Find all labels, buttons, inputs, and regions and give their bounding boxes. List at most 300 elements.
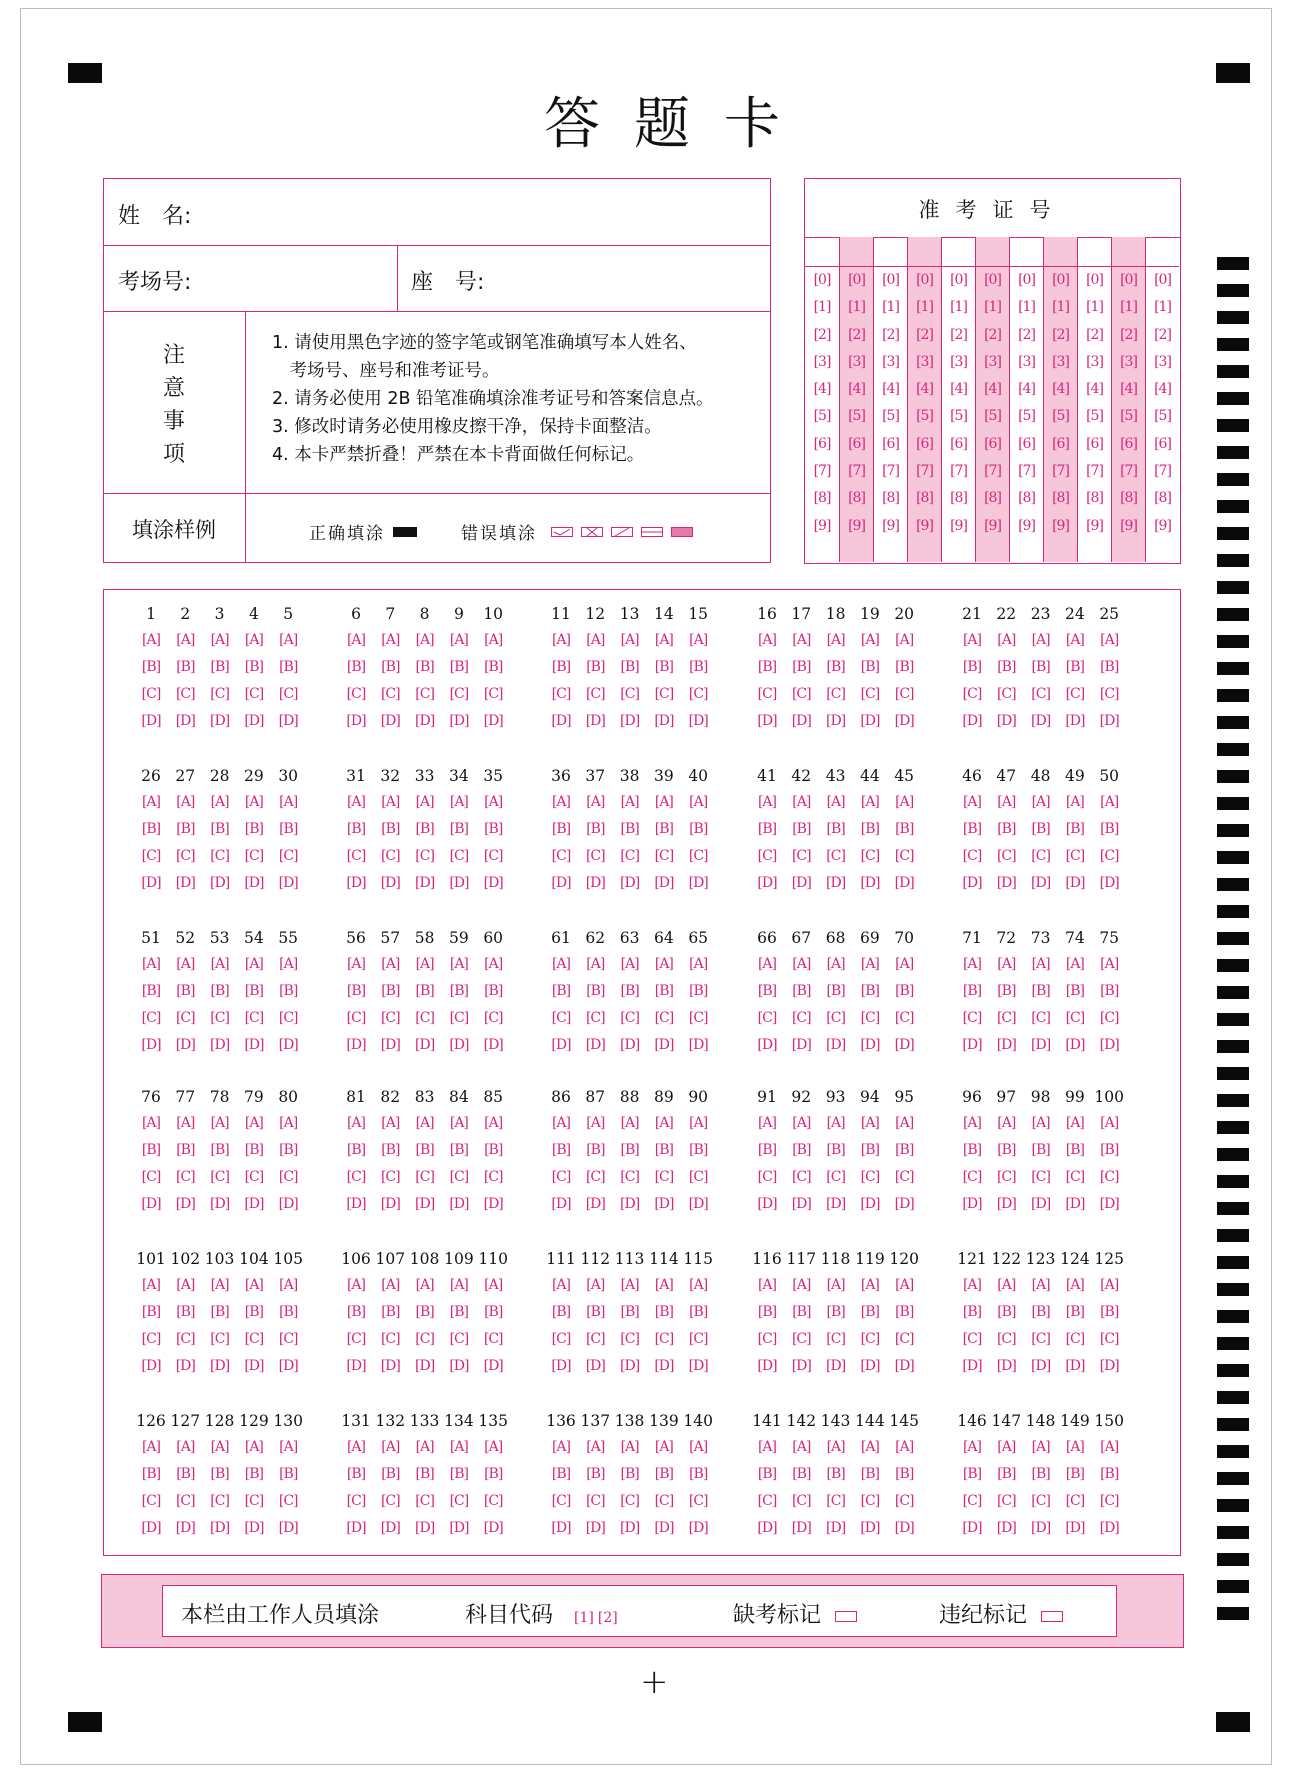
answer-bubble[interactable]: [A] (792, 956, 811, 972)
admission-write-cell[interactable] (840, 237, 873, 267)
answer-bubble[interactable]: [B] (1031, 821, 1050, 837)
answer-bubble[interactable]: [A] (346, 1439, 366, 1455)
admission-digit-bubble[interactable]: [5] (916, 408, 933, 425)
answer-bubble[interactable]: [A] (141, 1277, 161, 1293)
answer-bubble[interactable]: [C] (688, 848, 708, 864)
answer-bubble[interactable]: [B] (997, 659, 1016, 675)
answer-bubble[interactable]: [B] (1100, 1142, 1119, 1158)
answer-bubble[interactable]: [C] (654, 1331, 674, 1347)
admission-digit-bubble[interactable]: [4] (882, 381, 899, 398)
answer-bubble[interactable]: [A] (210, 956, 229, 972)
answer-bubble[interactable]: [C] (688, 1169, 708, 1185)
answer-bubble[interactable]: [B] (895, 821, 914, 837)
answer-bubble[interactable]: [C] (483, 686, 503, 702)
admission-digit-bubble[interactable]: [9] (950, 517, 967, 534)
admission-digit-bubble[interactable]: [0] (984, 272, 1001, 288)
answer-bubble[interactable]: [A] (381, 1277, 400, 1293)
admission-digit-bubble[interactable]: [7] (1018, 463, 1035, 480)
answer-bubble[interactable]: [C] (449, 686, 469, 702)
answer-bubble[interactable]: [B] (415, 659, 434, 675)
admission-digit-bubble[interactable]: [4] (1154, 381, 1171, 398)
answer-bubble[interactable]: [C] (483, 1169, 503, 1185)
answer-bubble[interactable]: [A] (586, 1115, 605, 1131)
answer-bubble[interactable]: [A] (484, 1439, 503, 1455)
answer-bubble[interactable]: [A] (176, 1115, 195, 1131)
admission-digit-bubble[interactable]: [6] (916, 435, 933, 452)
answer-bubble[interactable]: [B] (1100, 983, 1119, 999)
answer-bubble[interactable]: [A] (620, 794, 639, 810)
answer-bubble[interactable]: [A] (1065, 956, 1084, 972)
answer-bubble[interactable]: [D] (244, 1196, 264, 1212)
answer-bubble[interactable]: [C] (483, 848, 503, 864)
answer-bubble[interactable]: [A] (1065, 794, 1084, 810)
answer-bubble[interactable]: [B] (381, 659, 400, 675)
answer-bubble[interactable]: [B] (792, 821, 811, 837)
answer-bubble[interactable]: [A] (551, 1277, 571, 1293)
admission-digit-bubble[interactable]: [8] (1120, 490, 1137, 507)
answer-bubble[interactable]: [B] (1031, 1466, 1050, 1482)
admission-digit-bubble[interactable]: [2] (984, 326, 1001, 343)
answer-bubble[interactable]: [B] (962, 1466, 982, 1482)
answer-bubble[interactable]: [A] (860, 1277, 879, 1293)
answer-bubble[interactable]: [A] (792, 794, 811, 810)
answer-bubble[interactable]: [B] (141, 1142, 161, 1158)
answer-bubble[interactable]: [C] (210, 1331, 229, 1347)
answer-bubble[interactable]: [D] (962, 1196, 982, 1212)
answer-bubble[interactable]: [B] (860, 1142, 879, 1158)
answer-bubble[interactable]: [A] (1100, 1277, 1119, 1293)
answer-bubble[interactable]: [A] (826, 956, 845, 972)
answer-bubble[interactable]: [A] (1031, 794, 1050, 810)
answer-bubble[interactable]: [D] (620, 1520, 640, 1536)
answer-bubble[interactable]: [B] (551, 659, 571, 675)
answer-bubble[interactable]: [D] (141, 1196, 161, 1212)
answer-bubble[interactable]: [D] (654, 1196, 674, 1212)
answer-bubble[interactable]: [A] (551, 1115, 571, 1131)
answer-bubble[interactable]: [A] (586, 1439, 605, 1455)
answer-bubble[interactable]: [C] (1065, 1331, 1085, 1347)
answer-bubble[interactable]: [A] (244, 1439, 263, 1455)
answer-bubble[interactable]: [D] (1065, 875, 1085, 891)
admission-digit-bubble[interactable]: [5] (813, 408, 831, 425)
answer-bubble[interactable]: [A] (962, 632, 982, 648)
answer-bubble[interactable]: [B] (346, 983, 366, 999)
answer-bubble[interactable]: [D] (826, 1520, 846, 1536)
admission-digit-bubble[interactable]: [1] (882, 299, 899, 316)
answer-bubble[interactable]: [D] (894, 1037, 914, 1053)
admission-digit-bubble[interactable]: [1] (1018, 299, 1035, 316)
answer-bubble[interactable]: [A] (689, 632, 708, 648)
answer-bubble[interactable]: [A] (689, 1277, 708, 1293)
answer-bubble[interactable]: [A] (210, 1115, 229, 1131)
admission-digit-bubble[interactable]: [9] (984, 517, 1001, 534)
admission-digit-bubble[interactable]: [4] (1018, 381, 1035, 398)
answer-bubble[interactable]: [C] (996, 1169, 1016, 1185)
answer-bubble[interactable]: [D] (175, 713, 195, 729)
answer-bubble[interactable]: [D] (210, 1196, 230, 1212)
answer-bubble[interactable]: [D] (620, 1358, 640, 1374)
answer-bubble[interactable]: [D] (791, 713, 811, 729)
answer-bubble[interactable]: [D] (826, 1358, 846, 1374)
answer-bubble[interactable]: [C] (860, 1169, 880, 1185)
admission-digit-bubble[interactable]: [6] (848, 435, 865, 452)
admission-digit-bubble[interactable]: [0] (1086, 272, 1103, 288)
answer-bubble[interactable]: [C] (654, 1493, 674, 1509)
answer-bubble[interactable]: [A] (1031, 1439, 1050, 1455)
answer-bubble[interactable]: [D] (210, 1358, 230, 1374)
admission-digit-bubble[interactable]: [1] (1052, 299, 1069, 316)
admission-digit-bubble[interactable]: [9] (1120, 517, 1137, 534)
answer-bubble[interactable]: [A] (1065, 1277, 1084, 1293)
answer-bubble[interactable]: [C] (894, 1169, 914, 1185)
answer-bubble[interactable]: [B] (826, 1142, 845, 1158)
answer-bubble[interactable]: [C] (483, 1010, 503, 1026)
admission-digit-bubble[interactable]: [7] (1052, 463, 1069, 480)
answer-bubble[interactable]: [A] (244, 794, 263, 810)
answer-bubble[interactable]: [B] (620, 659, 639, 675)
answer-bubble[interactable]: [B] (1100, 1304, 1119, 1320)
answer-bubble[interactable]: [B] (826, 1466, 845, 1482)
answer-bubble[interactable]: [A] (141, 1115, 161, 1131)
answer-bubble[interactable]: [D] (551, 713, 571, 729)
answer-bubble[interactable]: [B] (962, 659, 982, 675)
answer-bubble[interactable]: [D] (688, 1196, 708, 1212)
answer-bubble[interactable]: [C] (346, 1493, 366, 1509)
answer-bubble[interactable]: [A] (860, 956, 879, 972)
answer-bubble[interactable]: [C] (962, 1493, 982, 1509)
answer-bubble[interactable]: [D] (894, 1196, 914, 1212)
admission-digit-bubble[interactable]: [8] (1086, 490, 1103, 507)
answer-bubble[interactable]: [D] (175, 1196, 195, 1212)
admission-digit-bubble[interactable]: [1] (984, 299, 1001, 316)
answer-bubble[interactable]: [C] (346, 686, 366, 702)
answer-bubble[interactable]: [B] (141, 659, 161, 675)
answer-bubble[interactable]: [A] (654, 1439, 673, 1455)
answer-bubble[interactable]: [D] (278, 1037, 298, 1053)
answer-bubble[interactable]: [D] (141, 1037, 161, 1053)
answer-bubble[interactable]: [D] (483, 1520, 503, 1536)
answer-bubble[interactable]: [A] (415, 1115, 434, 1131)
answer-bubble[interactable]: [B] (484, 1304, 503, 1320)
answer-bubble[interactable]: [C] (1065, 1169, 1085, 1185)
answer-bubble[interactable]: [C] (688, 1010, 708, 1026)
answer-bubble[interactable]: [C] (415, 1331, 434, 1347)
answer-bubble[interactable]: [B] (381, 1304, 400, 1320)
answer-bubble[interactable]: [B] (586, 821, 605, 837)
admission-digit-bubble[interactable]: [5] (1086, 408, 1103, 425)
answer-bubble[interactable]: [B] (689, 1304, 708, 1320)
answer-bubble[interactable]: [A] (176, 1439, 195, 1455)
admission-digit-bubble[interactable]: [2] (1120, 326, 1137, 343)
answer-bubble[interactable]: [A] (484, 794, 503, 810)
answer-bubble[interactable]: [B] (997, 1466, 1016, 1482)
admission-digit-bubble[interactable]: [3] (1120, 353, 1137, 370)
answer-bubble[interactable]: [C] (1099, 848, 1119, 864)
answer-bubble[interactable]: [B] (551, 983, 571, 999)
answer-bubble[interactable]: [B] (757, 1142, 777, 1158)
answer-bubble[interactable]: [D] (278, 713, 298, 729)
answer-bubble[interactable]: [B] (689, 1142, 708, 1158)
answer-bubble[interactable]: [A] (210, 632, 229, 648)
answer-bubble[interactable]: [B] (895, 983, 914, 999)
admission-digit-bubble[interactable]: [8] (950, 490, 967, 507)
answer-bubble[interactable]: [B] (346, 1142, 366, 1158)
answer-bubble[interactable]: [C] (620, 1010, 639, 1026)
answer-bubble[interactable]: [C] (585, 1010, 605, 1026)
answer-bubble[interactable]: [C] (860, 848, 880, 864)
answer-bubble[interactable]: [A] (792, 1439, 811, 1455)
answer-bubble[interactable]: [C] (996, 848, 1016, 864)
answer-bubble[interactable]: [D] (278, 1196, 298, 1212)
answer-bubble[interactable]: [A] (415, 1439, 434, 1455)
answer-bubble[interactable]: [B] (654, 1142, 673, 1158)
admission-digit-bubble[interactable]: [1] (1086, 299, 1103, 316)
answer-bubble[interactable]: [C] (620, 848, 639, 864)
answer-bubble[interactable]: [D] (962, 1520, 982, 1536)
answer-bubble[interactable]: [D] (449, 1196, 469, 1212)
answer-bubble[interactable]: [C] (449, 1169, 469, 1185)
answer-bubble[interactable]: [D] (996, 713, 1016, 729)
answer-bubble[interactable]: [D] (620, 1196, 640, 1212)
admission-digit-bubble[interactable]: [1] (950, 299, 967, 316)
answer-bubble[interactable]: [C] (210, 686, 229, 702)
answer-bubble[interactable]: [A] (551, 1439, 571, 1455)
answer-bubble[interactable]: [B] (586, 1304, 605, 1320)
answer-bubble[interactable]: [A] (654, 632, 673, 648)
admission-digit-bubble[interactable]: [4] (1052, 381, 1069, 398)
answer-bubble[interactable]: [A] (689, 956, 708, 972)
answer-bubble[interactable]: [D] (996, 1196, 1016, 1212)
answer-bubble[interactable]: [D] (1065, 713, 1085, 729)
admission-digit-bubble[interactable]: [5] (1120, 408, 1137, 425)
answer-bubble[interactable]: [D] (894, 1520, 914, 1536)
answer-bubble[interactable]: [C] (688, 1493, 708, 1509)
answer-bubble[interactable]: [B] (484, 659, 503, 675)
answer-bubble[interactable]: [D] (244, 1358, 264, 1374)
answer-bubble[interactable]: [A] (997, 1115, 1016, 1131)
answer-bubble[interactable]: [C] (1065, 1493, 1085, 1509)
answer-bubble[interactable]: [D] (1065, 1037, 1085, 1053)
admission-digit-bubble[interactable]: [3] (984, 353, 1001, 370)
answer-bubble[interactable]: [A] (895, 794, 914, 810)
answer-bubble[interactable]: [C] (654, 686, 674, 702)
answer-bubble[interactable]: [B] (415, 1142, 434, 1158)
answer-bubble[interactable]: [C] (278, 1169, 298, 1185)
answer-bubble[interactable]: [B] (141, 821, 161, 837)
answer-bubble[interactable]: [D] (1031, 1037, 1051, 1053)
answer-bubble[interactable]: [D] (1065, 1358, 1085, 1374)
answer-bubble[interactable]: [D] (826, 713, 846, 729)
admission-digit-bubble[interactable]: [9] (1052, 517, 1069, 534)
answer-bubble[interactable]: [C] (175, 848, 195, 864)
answer-bubble[interactable]: [C] (1031, 686, 1050, 702)
answer-bubble[interactable]: [A] (551, 632, 571, 648)
answer-bubble[interactable]: [A] (381, 1439, 400, 1455)
answer-bubble[interactable]: [D] (860, 1037, 880, 1053)
answer-bubble[interactable]: [D] (620, 713, 640, 729)
answer-bubble[interactable]: [A] (176, 956, 195, 972)
admission-digit-bubble[interactable]: [4] (813, 381, 831, 398)
admission-digit-bubble[interactable]: [1] (916, 299, 933, 316)
admission-digit-bubble[interactable]: [2] (1018, 326, 1035, 343)
answer-bubble[interactable]: [A] (620, 1115, 639, 1131)
answer-bubble[interactable]: [B] (551, 1304, 571, 1320)
answer-bubble[interactable]: [A] (279, 632, 298, 648)
answer-bubble[interactable]: [D] (210, 713, 230, 729)
answer-bubble[interactable]: [B] (792, 659, 811, 675)
answer-bubble[interactable]: [C] (346, 1169, 366, 1185)
answer-bubble[interactable]: [D] (278, 875, 298, 891)
answer-bubble[interactable]: [B] (792, 1466, 811, 1482)
answer-bubble[interactable]: [B] (620, 1142, 639, 1158)
answer-bubble[interactable]: [C] (210, 848, 229, 864)
answer-bubble[interactable]: [C] (415, 1169, 434, 1185)
admission-digit-bubble[interactable]: [9] (813, 517, 831, 534)
subject-code-option[interactable]: [1] (574, 1610, 594, 1626)
answer-bubble[interactable]: [A] (620, 1439, 639, 1455)
answer-bubble[interactable]: [D] (585, 1358, 605, 1374)
answer-bubble[interactable]: [C] (244, 1010, 264, 1026)
answer-bubble[interactable]: [A] (279, 1439, 298, 1455)
answer-bubble[interactable]: [B] (449, 659, 468, 675)
answer-bubble[interactable]: [C] (1031, 848, 1050, 864)
answer-bubble[interactable]: [A] (1100, 1115, 1119, 1131)
answer-bubble[interactable]: [B] (757, 1304, 777, 1320)
admission-write-cell[interactable] (874, 237, 907, 267)
answer-bubble[interactable]: [A] (757, 1277, 777, 1293)
answer-bubble[interactable]: [D] (346, 713, 366, 729)
answer-bubble[interactable]: [D] (962, 1358, 982, 1374)
answer-bubble[interactable]: [A] (244, 956, 263, 972)
answer-bubble[interactable]: [C] (278, 1493, 298, 1509)
answer-bubble[interactable]: [C] (585, 1169, 605, 1185)
answer-bubble[interactable]: [C] (141, 1169, 161, 1185)
answer-bubble[interactable]: [A] (244, 1277, 263, 1293)
answer-bubble[interactable]: [C] (894, 1331, 914, 1347)
answer-bubble[interactable]: [A] (689, 1439, 708, 1455)
answer-bubble[interactable]: [D] (620, 1037, 640, 1053)
answer-bubble[interactable]: [C] (894, 1010, 914, 1026)
answer-bubble[interactable]: [D] (585, 1037, 605, 1053)
answer-bubble[interactable]: [B] (176, 1304, 195, 1320)
answer-bubble[interactable]: [B] (279, 1466, 298, 1482)
answer-bubble[interactable]: [B] (484, 1142, 503, 1158)
answer-bubble[interactable]: [A] (449, 632, 468, 648)
admission-digit-bubble[interactable]: [3] (813, 353, 831, 370)
answer-bubble[interactable]: [A] (1065, 1439, 1084, 1455)
answer-bubble[interactable]: [A] (997, 632, 1016, 648)
answer-bubble[interactable]: [D] (996, 1358, 1016, 1374)
admission-digit-bubble[interactable]: [5] (1018, 408, 1035, 425)
answer-bubble[interactable]: [D] (1031, 1196, 1051, 1212)
answer-bubble[interactable]: [B] (346, 1466, 366, 1482)
answer-bubble[interactable]: [A] (141, 794, 161, 810)
answer-bubble[interactable]: [A] (826, 1277, 845, 1293)
answer-bubble[interactable]: [C] (278, 848, 298, 864)
answer-bubble[interactable]: [D] (210, 875, 230, 891)
admission-digit-bubble[interactable]: [4] (950, 381, 967, 398)
answer-bubble[interactable]: [C] (654, 1169, 674, 1185)
admission-digit-bubble[interactable]: [7] (916, 463, 933, 480)
admission-digit-bubble[interactable]: [0] (916, 272, 933, 288)
answer-bubble[interactable]: [B] (1065, 1142, 1084, 1158)
answer-bubble[interactable]: [B] (210, 821, 229, 837)
answer-bubble[interactable]: [B] (586, 1466, 605, 1482)
answer-bubble[interactable]: [C] (449, 848, 469, 864)
answer-bubble[interactable]: [C] (483, 1493, 503, 1509)
answer-bubble[interactable]: [D] (757, 875, 777, 891)
answer-bubble[interactable]: [D] (380, 1358, 400, 1374)
answer-bubble[interactable]: [B] (860, 1304, 879, 1320)
answer-bubble[interactable]: [A] (381, 1115, 400, 1131)
answer-bubble[interactable]: [C] (962, 1010, 982, 1026)
answer-bubble[interactable]: [A] (860, 794, 879, 810)
answer-bubble[interactable]: [B] (415, 821, 434, 837)
answer-bubble[interactable]: [B] (962, 983, 982, 999)
answer-bubble[interactable]: [A] (757, 1115, 777, 1131)
answer-bubble[interactable]: [A] (997, 794, 1016, 810)
answer-bubble[interactable]: [C] (175, 686, 195, 702)
answer-bubble[interactable]: [A] (826, 632, 845, 648)
answer-bubble[interactable]: [B] (484, 1466, 503, 1482)
admission-write-cell[interactable] (1010, 237, 1043, 267)
answer-bubble[interactable]: [A] (1065, 1115, 1084, 1131)
answer-bubble[interactable]: [B] (449, 1466, 468, 1482)
admission-digit-bubble[interactable]: [9] (882, 517, 899, 534)
answer-bubble[interactable]: [A] (176, 632, 195, 648)
answer-bubble[interactable]: [B] (826, 1304, 845, 1320)
answer-bubble[interactable]: [D] (346, 1196, 366, 1212)
answer-bubble[interactable]: [D] (449, 1037, 469, 1053)
answer-bubble[interactable]: [D] (996, 1037, 1016, 1053)
answer-bubble[interactable]: [C] (860, 1331, 880, 1347)
answer-bubble[interactable]: [A] (210, 1277, 229, 1293)
answer-bubble[interactable]: [B] (244, 983, 263, 999)
answer-bubble[interactable]: [B] (176, 983, 195, 999)
admission-digit-bubble[interactable]: [8] (916, 490, 933, 507)
answer-bubble[interactable]: [B] (1065, 659, 1084, 675)
admission-digit-bubble[interactable]: [2] (813, 326, 831, 343)
admission-digit-bubble[interactable]: [5] (1052, 408, 1069, 425)
admission-digit-bubble[interactable]: [8] (1052, 490, 1069, 507)
answer-bubble[interactable]: [D] (1099, 713, 1119, 729)
answer-bubble[interactable]: [D] (244, 875, 264, 891)
answer-bubble[interactable]: [C] (346, 1331, 366, 1347)
answer-bubble[interactable]: [B] (381, 821, 400, 837)
answer-bubble[interactable]: [D] (1099, 1196, 1119, 1212)
answer-bubble[interactable]: [B] (1065, 983, 1084, 999)
answer-bubble[interactable]: [B] (449, 983, 468, 999)
answer-bubble[interactable]: [D] (483, 1196, 503, 1212)
answer-bubble[interactable]: [B] (346, 659, 366, 675)
admission-digit-bubble[interactable]: [2] (1086, 326, 1103, 343)
answer-bubble[interactable]: [C] (688, 686, 708, 702)
answer-bubble[interactable]: [D] (585, 1196, 605, 1212)
answer-bubble[interactable]: [C] (757, 1010, 777, 1026)
answer-bubble[interactable]: [C] (278, 1010, 298, 1026)
answer-bubble[interactable]: [C] (1099, 1493, 1119, 1509)
answer-bubble[interactable]: [C] (996, 1010, 1016, 1026)
answer-bubble[interactable]: [B] (895, 1304, 914, 1320)
admission-digit-bubble[interactable]: [0] (882, 272, 899, 288)
answer-bubble[interactable]: [A] (792, 1115, 811, 1131)
answer-bubble[interactable]: [A] (962, 1115, 982, 1131)
answer-bubble[interactable]: [B] (586, 983, 605, 999)
answer-bubble[interactable]: [D] (585, 875, 605, 891)
answer-bubble[interactable]: [D] (483, 1358, 503, 1374)
answer-bubble[interactable]: [C] (244, 848, 264, 864)
answer-bubble[interactable]: [A] (176, 1277, 195, 1293)
